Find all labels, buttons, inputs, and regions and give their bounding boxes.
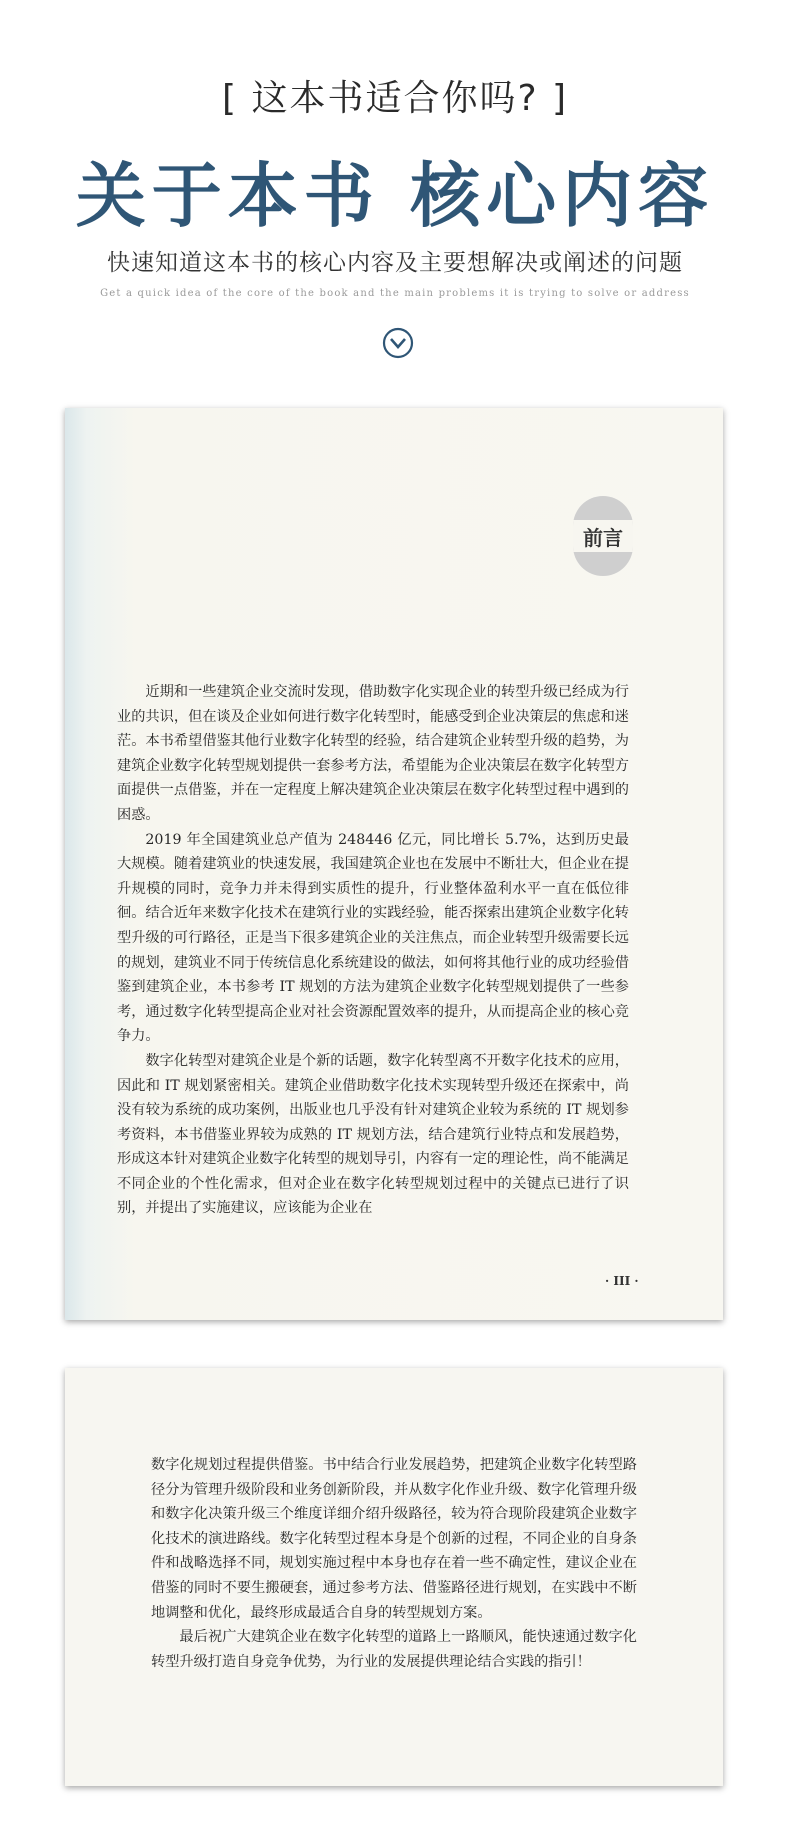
preface-body	[117, 680, 629, 1221]
preface-label: 前言	[583, 526, 623, 550]
paragraph: 数字化转型对建筑企业是个新的话题，数字化转型离不开数字化技术的应用，因此和 IT 规划紧密相关。建筑企业借助数字化技术实现转型升级还在探索中，尚没有较为系统的成功案例，出版业也几乎没有针对建筑企业较为系统的 IT 规划参考资料，本书借鉴业界较为成熟的 IT 规划方法，结合建筑行业特点和发展趋势，形成这本针对建筑企业数字化转型的规划导引，内容有一定的理论性，尚不能满足不同企业的个性化需求，但对企业在数字化转型规划过程中的关键点已进行了识别，并提出了实施建议，应该能为企业在	[117, 1052, 629, 1217]
paragraph: 近期和一些建筑企业交流时发现，借助数字化实现企业的转型升级已经成为行业的共识，但在谈及企业如何进行数字化转型时，能感受到企业决策层的焦虑和迷茫。本书希望借鉴其他行业数字化转型的经验，结合建筑企业转型升级的趋势，为建筑企业数字化转型规划提供一套参考方法，希望能为企业决策层在数字化转型方面提供一点借鉴，并在一定程度上解决建筑企业决策层在数字化转型过程中遇到的困惑。	[117, 684, 629, 823]
subtitle: 快速知道这本书的核心内容及主要想解决或阐述的问题	[107, 250, 683, 276]
subtitle-english: Get a quick idea of the core of the book and the main problems it is trying to solve or address	[100, 288, 690, 299]
page-number: · III ·	[605, 1274, 639, 1288]
book-page-preface	[65, 408, 723, 1320]
main-title: 关于本书 核心内容	[75, 154, 715, 237]
book-page-continued	[65, 1368, 723, 1786]
paragraph: 2019 年全国建筑业总产值为 248446 亿元，同比增长 5.7%，达到历史最大规模。随着建筑业的快速发展，我国建筑企业也在发展中不断壮大，但企业在提升规模的同时，竞争力并未得到实质性的提升，行业整体盈利水平一直在低位徘徊。结合近年来数字化技术在建筑行业的实践经验，能否探索出建筑企业数字化转型升级的可行路径，正是当下很多建筑企业的关注焦点，而企业转型升级需要长远的规划，建筑业不同于传统信息化系统建设的做法，如何将其他行业的成功经验借鉴到建筑企业，本书参考 IT 规划的方法为建筑企业数字化转型规划提供了一些参考，通过数字化转型提高企业对社会资源配置效率的提升，从而提高企业的核心竞争力。	[117, 831, 629, 1045]
paragraph: 数字化规划过程提供借鉴。书中结合行业发展趋势，把建筑企业数字化转型路径分为管理升级阶段和业务创新阶段，并从数字化作业升级、数字化管理升级和数字化决策升级三个维度详细介绍升级路径，较为符合现阶段建筑企业数字化技术的演进路线。数字化转型过程本身是个创新的过程，不同企业的自身条件和战略选择不同，规划实施过程中本身也存在着一些不确定性，建议企业在借鉴的同时不要生搬硬套，通过参考方法、借鉴路径进行规划，在实践中不断地调整和优化，最终形成最适合自身的转型规划方案。	[151, 1457, 637, 1621]
paragraph: 最后祝广大建筑企业在数字化转型的道路上一路顺风，能快速通过数字化转型升级打造自身竞争优势，为行业的发展提供理论结合实践的指引！	[151, 1629, 637, 1670]
header-tag: [ 这本书适合你吗? ]	[221, 78, 569, 119]
chevron-down-circle-icon	[382, 327, 414, 359]
preface-badge	[573, 496, 633, 576]
continued-body	[151, 1453, 637, 1674]
